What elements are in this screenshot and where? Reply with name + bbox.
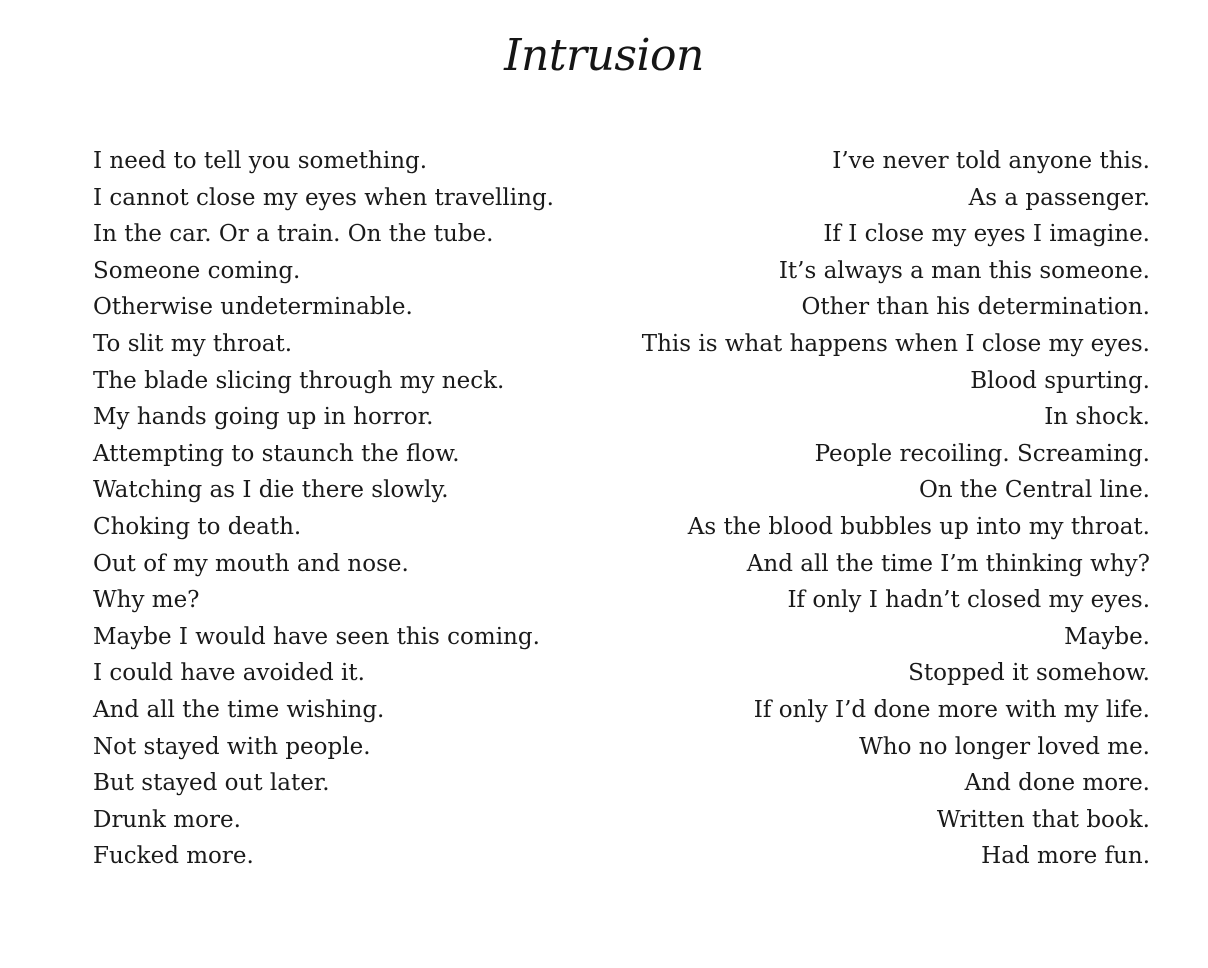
poem-right-column (642, 143, 1150, 875)
poem-line: Had more fun. (981, 843, 1150, 870)
poem-line: I’ve never told anyone this. (832, 148, 1150, 174)
poem-title: Intrusion (504, 30, 704, 81)
poem-left-column (93, 143, 554, 875)
poem-line: To slit my throat. (93, 330, 293, 357)
poem-line: This is what happens when I close my eyes. (641, 330, 1150, 357)
poem-line: My hands going up in horror. (93, 404, 434, 431)
poem-line: I need to tell you something. (93, 148, 428, 174)
poem-line: As a passenger. (968, 184, 1150, 211)
poem-line: Not stayed with people. (93, 733, 371, 760)
poem-line: Other than his determination. (801, 294, 1150, 321)
poem-line: In the car. Or a train. On the tube. (93, 221, 494, 248)
poem-line: Written that book. (936, 806, 1150, 833)
poem-line: It’s always a man this someone. (778, 257, 1150, 284)
poem-line: The blade slicing through my neck. (93, 367, 505, 394)
poem-line: Choking to death. (93, 513, 302, 540)
poem-line: As the blood bubbles up into my throat. (687, 513, 1150, 540)
poem-line: Why me? (93, 587, 200, 614)
poem-line: And done more. (964, 770, 1150, 797)
poem-line: People recoiling. Screaming. (814, 440, 1150, 467)
poem-line: And all the time wishing. (93, 696, 385, 723)
poem-line: Maybe. (1064, 623, 1150, 650)
poem-line: Someone coming. (93, 257, 301, 284)
poem-line: And all the time I’m thinking why? (746, 550, 1150, 577)
poem-line: Otherwise undeterminable. (93, 294, 413, 321)
poem-line: On the Central line. (918, 477, 1150, 504)
poem-line: If only I’d done more with my life. (753, 696, 1150, 723)
poem-line: Blood spurting. (970, 367, 1150, 394)
poem-line: But stayed out later. (93, 770, 330, 797)
poem-line: Out of my mouth and nose. (93, 550, 409, 577)
poem-line: If only I hadn’t closed my eyes. (787, 587, 1150, 614)
poem-line: Attempting to staunch the flow. (93, 440, 460, 467)
poem-line: I cannot close my eyes when travelling. (93, 184, 554, 211)
poem-line: Stopped it somehow. (908, 660, 1150, 687)
poem-line: In shock. (1044, 404, 1150, 431)
poem-line: Fucked more. (93, 843, 254, 870)
poem-line: Who no longer loved me. (859, 733, 1150, 760)
poem-line: Watching as I die there slowly. (93, 477, 449, 504)
poem-line: Maybe I would have seen this coming. (93, 623, 540, 650)
poem-line: If I close my eyes I imagine. (823, 221, 1150, 248)
poem-line: I could have avoided it. (93, 660, 365, 687)
poem-line: Drunk more. (93, 806, 241, 833)
